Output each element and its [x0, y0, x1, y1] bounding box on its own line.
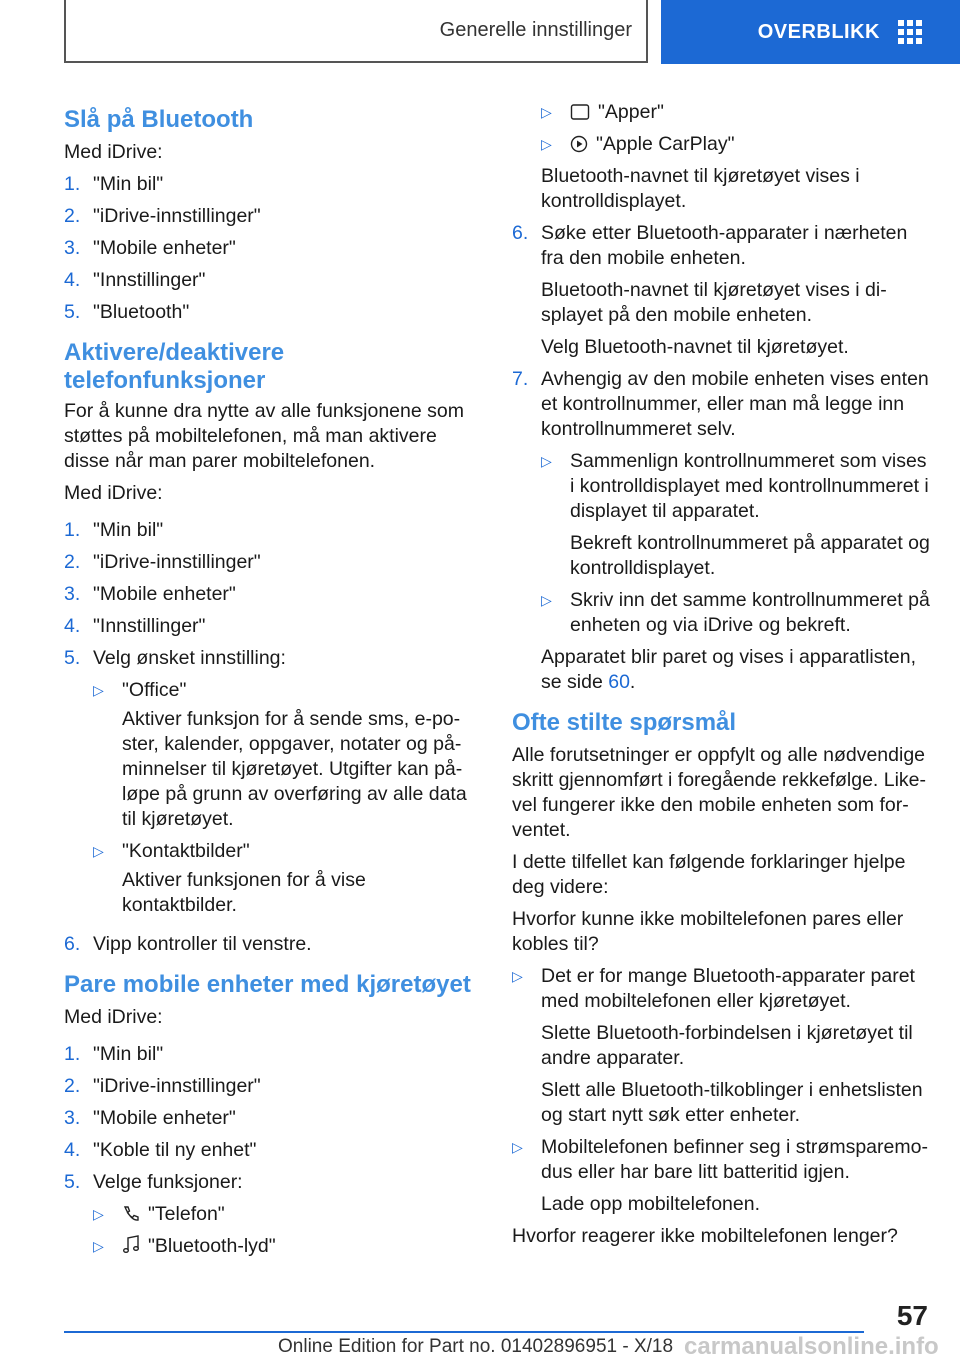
section-title: Generelle innstillinger: [64, 0, 648, 63]
page-number: 57: [896, 1300, 928, 1331]
triangle-bullet-icon: ▷: [541, 453, 552, 469]
triangle-bullet-icon: ▷: [93, 1206, 104, 1222]
triangle-bullet-icon: ▷: [512, 1139, 523, 1155]
list-item: 1. "Min bil": [64, 519, 164, 541]
music-note-icon: [122, 1235, 140, 1255]
sub-item: ▷ "Kontaktbilder" Aktiver funksjonen for å vise kontaktbilder.: [93, 840, 366, 916]
list-item: 3. "Mobile enheter": [64, 583, 236, 605]
heading-bluetooth: Slå på Bluetooth: [64, 106, 254, 133]
intro: Med iDrive:: [64, 482, 163, 504]
heading-pairing: Pare mobile enheter med kjøretøyet: [64, 971, 471, 998]
left-column: [64, 100, 484, 1273]
list-item: 1. "Min bil": [64, 173, 164, 195]
play-circle-icon: [570, 135, 588, 153]
paragraph: I dette tilfellet kan følgende forklaringer hjelpe deg videre:: [512, 851, 906, 898]
paragraph: Bluetooth-navnet til kjøretøyet vises i kontrolldisplayet.: [541, 165, 860, 212]
list-item: 2. "iDrive-innstillinger": [64, 205, 261, 227]
watermark: carmanualsonline.info: [684, 1333, 939, 1360]
steps-list: [64, 172, 484, 325]
triangle-bullet-icon: ▷: [512, 968, 523, 984]
question: Hvorfor kunne ikke mobiltelefonen pares eller kobles til?: [512, 908, 904, 955]
grid-icon: [898, 20, 922, 44]
list-item: 5. Velg ønsket innstilling: ▷ "Office" Aktiver funksjon for å sende sms, e-poster, kalender, oppgaver, notater og påminnelser til kjøretøyet. Utgifter kan påløpe på grunn av overføring av alle data til kjøretøyet. ▷ "Kontaktbilder" Aktiver funksjonen for å vise kontaktbilder.: [64, 646, 484, 925]
sub-item: ▷ "Telefon": [93, 1203, 225, 1225]
paragraph: For å kunne dra nytte av alle funksjonene som støttes på mobiltelefonen, må man aktivere disse når man parer mobiltelefonen.: [64, 400, 464, 472]
list-item: 3. "Mobile enheter": [64, 237, 236, 259]
overview-label: OVERBLIKK: [757, 20, 880, 43]
sub-item: ▷ Skriv inn det samme kontrollnummeret på enheten og via iDrive og bekreft.: [541, 589, 930, 636]
question: Hvorfor reagerer ikke mobiltelefonen lenger?: [512, 1225, 898, 1247]
list-item: 7. Avhengig av den mobile enheten vises enten et kontrollnummer, eller man må legge inn kontrollnummeret selv. ▷ Sammenlign kontrollnummeret som vises i kontrolldisplayet med kontrollnummeret i displayet til apparatet. Bekreft kontrollnummeret på apparatet og kontrolldisplayet. ▷ Skriv inn det samme kontrollnummeret på enheten og via iDrive og bekreft. Apparatet blir paret og vises i apparatlisten, se side 60.: [512, 368, 930, 693]
sub-item: ▷ "Apper": [541, 101, 664, 123]
list-item: 1. "Min bil": [64, 1043, 164, 1065]
heading-phone-functions: Aktivere/deaktivere telefonfunksjoner: [64, 339, 285, 394]
triangle-bullet-icon: ▷: [93, 843, 104, 859]
sub-item: ▷ Mobiltelefonen befinner seg i strømsparemodus eller har bare litt batteritid igjen. Lade opp mobiltelefonen.: [512, 1136, 928, 1215]
page-link[interactable]: 60: [608, 671, 630, 693]
list-item: 6. Vipp kontroller til venstre.: [64, 933, 312, 955]
apps-icon: [570, 103, 590, 121]
list-item: 3. "Mobile enheter": [64, 1107, 236, 1129]
list-item: 5. "Bluetooth": [64, 301, 190, 323]
triangle-bullet-icon: ▷: [541, 104, 552, 120]
steps-list: [64, 518, 484, 957]
triangle-bullet-icon: ▷: [93, 682, 104, 698]
sub-item: ▷ "Apple CarPlay": [541, 133, 735, 155]
list-item: 5. Velge funksjoner: ▷ "Telefon" ▷ "Bluetooth-lyd": [64, 1170, 484, 1266]
sub-item: ▷ "Bluetooth-lyd": [93, 1235, 276, 1257]
steps-list: [512, 221, 930, 695]
sub-item: ▷ "Office" Aktiver funksjon for å sende sms, e-poster, kalender, oppgaver, notater og påminnelser til kjøretøyet. Utgifter kan påløpe på grunn av overføring av alle data til kjøretøyet.: [93, 679, 467, 830]
triangle-bullet-icon: ▷: [541, 136, 552, 152]
page-header: [0, 0, 960, 66]
list-item: 4. "Koble til ny enhet": [64, 1139, 257, 1161]
list-item: 2. "iDrive-innstillinger": [64, 551, 261, 573]
paragraph: Alle forutsetninger er oppfylt og alle nødvendige skritt gjennomført i foregående rekkefølge. Likevel fungerer ikke den mobile enheten som forventet.: [512, 744, 927, 841]
sub-item: ▷ Det er for mange Bluetooth-apparater paret med mobiltelefonen eller kjøretøyet. Slette Bluetooth-forbindelsen i kjøretøyet til andre apparater. Slett alle Bluetooth-tilkoblinger i enhetslisten og start nytt søk etter enheter.: [512, 965, 923, 1126]
triangle-bullet-icon: ▷: [93, 1238, 104, 1254]
right-column: [512, 100, 930, 1256]
sub-item: ▷ Sammenlign kontrollnummeret som vises i kontrolldisplayet med kontrollnummeret i displayet til apparatet. Bekreft kontrollnummeret på apparatet og kontrolldisplayet.: [541, 450, 930, 579]
list-item: 4. "Innstillinger": [64, 615, 206, 637]
intro: Med iDrive:: [64, 141, 163, 163]
intro: Med iDrive:: [64, 1006, 163, 1028]
heading-faq: Ofte stilte spørsmål: [512, 709, 737, 736]
list-item: 2. "iDrive-innstillinger": [64, 1075, 261, 1097]
triangle-bullet-icon: ▷: [541, 592, 552, 608]
list-item: 6. Søke etter Bluetooth-apparater i nærheten fra den mobile enheten. Bluetooth-navnet til kjøretøyet vises i displayet på den mobile enheten. Velg Bluetooth-navnet til kjøretøyet.: [512, 222, 908, 358]
list-item: 4. "Innstillinger": [64, 269, 206, 291]
steps-list: [64, 1042, 484, 1266]
footer-edition: Online Edition for Part no. 01402896951 - X/18: [278, 1336, 674, 1357]
phone-icon: [122, 1205, 140, 1223]
overview-button[interactable]: [661, 0, 960, 64]
